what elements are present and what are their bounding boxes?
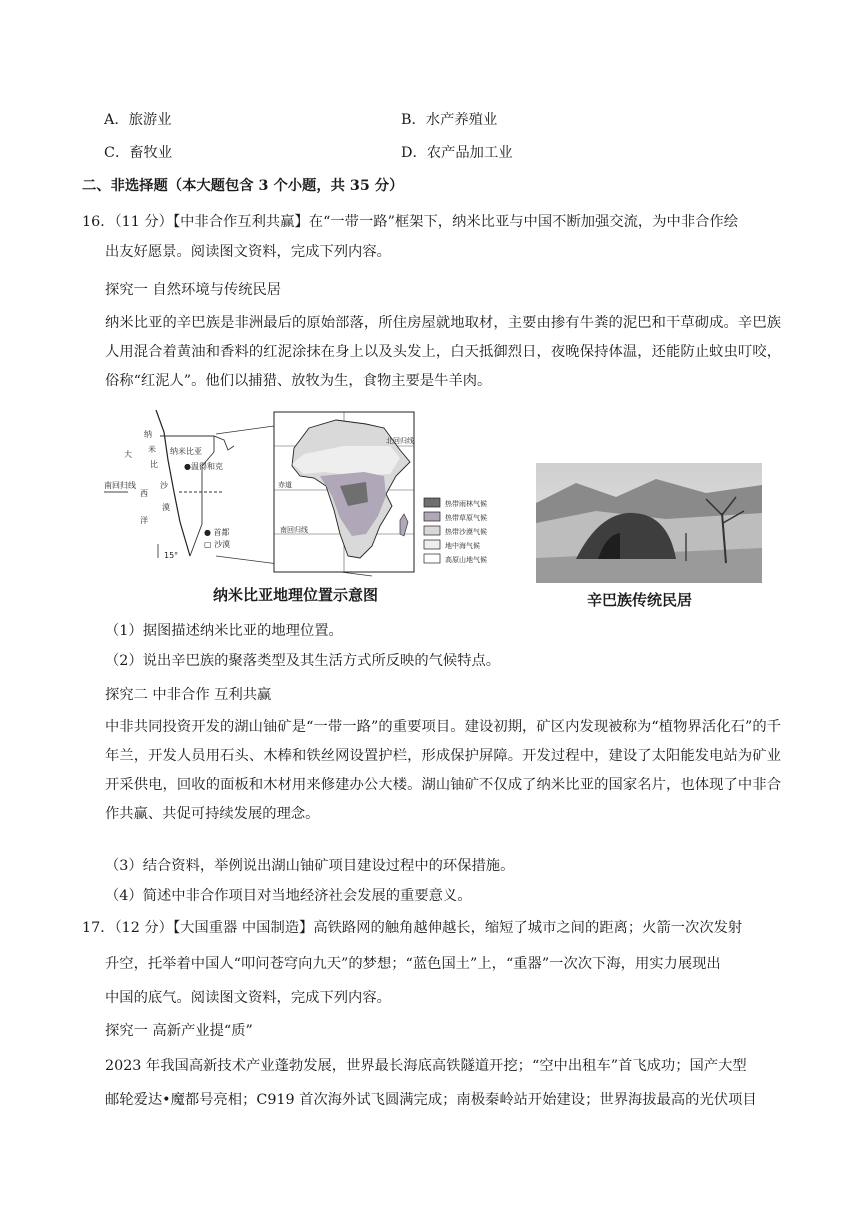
section-heading: 二、非选择题（本大题包含 3 个小题，共 35 分） xyxy=(82,178,404,194)
label-atlantic-3: 洋 xyxy=(140,516,148,525)
label-namib-1: 纳 xyxy=(144,430,152,439)
label-windhoek: ●温得和克 xyxy=(184,462,223,471)
africa-map xyxy=(274,412,414,572)
legend-label: 高原山地气候 xyxy=(445,556,487,564)
legend-swatch xyxy=(424,512,440,521)
label-tropic-right: 南回归线 xyxy=(280,526,308,534)
q17-intro-line3: 中国的底气。阅读图文资料，完成下列内容。 xyxy=(105,990,391,1006)
label-equator: 赤道 xyxy=(278,481,292,489)
q17-intro-line2: 升空，托举着中国人“叩问苍穹向九天”的梦想；“蓝色国土”上，“重器”一次次下海，用实力展现出 xyxy=(105,956,721,972)
label-namib-2: 米 xyxy=(148,445,156,454)
legend-label: 地中海气候 xyxy=(445,542,480,550)
label-tropic-left: 南回归线 xyxy=(104,481,136,490)
legend-swatch xyxy=(424,554,440,563)
q17-intro-line1: 17．（12 分）【大国重器 中国制造】高铁路网的触角越伸越长，缩短了城市之间的距离；火箭一次次发射 xyxy=(82,920,743,936)
q16-subq4: （4）简述中非合作项目对当地经济社会发展的重要意义。 xyxy=(105,888,472,904)
q17-explore1-title: 探究一 高新产业提“质” xyxy=(105,1023,253,1039)
q16-explore2-title: 探究二 中非合作 互利共赢 xyxy=(105,687,272,703)
photo-caption: 辛巴族传统民居 xyxy=(587,591,693,609)
legend-label: 热带雨林气候 xyxy=(445,500,487,508)
option-b: B．水产养殖业 xyxy=(401,112,498,128)
namibia-map xyxy=(104,406,524,611)
map-caption: 纳米比亚地理位置示意图 xyxy=(213,586,379,604)
q16-intro-line1: 16．（11 分）【中非合作互利共赢】在“一带一路”框架下，纳米比亚与中国不断加强交流，为中非合作绘 xyxy=(82,214,739,230)
label-namib-3: 比 xyxy=(150,460,158,469)
namibia-map-figure xyxy=(104,406,524,611)
q16-explore1-title: 探究一 自然环境与传统民居 xyxy=(105,282,282,298)
option-a: A．旅游业 xyxy=(104,112,172,128)
q16-subq2: （2）说出辛巴族的聚落类型及其生活方式所反映的气候特点。 xyxy=(105,653,501,669)
label-atlantic-2: 西 xyxy=(140,489,148,498)
q16-explore1-text: 纳米比亚的辛巴族是非洲最后的原始部落，所住房屋就地取材，主要由掺有牛粪的泥巴和干草砌成。辛巴族人用混合着黄油和香料的红泥涂抹在身上以及头发上，白天抵御烈日，夜晚保持体温，还能防止蚊虫叮咬，俗称“红泥人”。他们以捕猎、放牧为生，食物主要是牛羊肉。 xyxy=(105,315,781,389)
label-atlantic-1: 大 xyxy=(124,450,132,459)
label-capital: ● 首都 xyxy=(204,528,230,537)
q16-explore2-text: 中非共同投资开发的湖山铀矿是“一带一路”的重要项目。建设初期，矿区内发现被称为“植物界活化石”的千年兰，开发人员用石头、木棒和铁丝网设置护栏，形成保护屏障。开发过程中，建设了太阳能发电站为矿业开采供电，回收的面板和木材用来修建办公大楼。湖山铀矿不仅成了纳米比亚的国家名片，也体现了中非合作共赢、共促可持续发展的理念。 xyxy=(105,719,781,822)
label-lon15: 15° xyxy=(164,551,179,560)
legend-swatch xyxy=(424,526,440,535)
label-desert: ▢ 沙漠 xyxy=(204,540,231,549)
option-d: D．农产品加工业 xyxy=(401,145,513,161)
simba-dwelling-photo xyxy=(536,463,762,583)
legend-swatch xyxy=(424,540,440,549)
option-c: C．畜牧业 xyxy=(104,145,173,161)
q16-subq1: （1）据图描述纳米比亚的地理位置。 xyxy=(105,623,343,639)
label-namib-5: 漠 xyxy=(162,503,170,512)
label-tropic-cancer: 北回归线 xyxy=(386,437,414,445)
label-namibia: 纳米比亚 xyxy=(170,447,202,456)
q16-intro-line2: 出友好愿景。阅读图文资料，完成下列内容。 xyxy=(105,244,391,260)
label-namib-4: 沙 xyxy=(160,481,168,490)
legend-label: 热带沙漠气候 xyxy=(445,528,487,536)
legend-swatch xyxy=(424,498,440,507)
q17-explore1-line1: 2023 年我国高新技术产业蓬勃发展，世界最长海底高铁隧道开挖；“空中出租车”首飞成功；国产大型 xyxy=(105,1058,747,1074)
q17-explore1-line2: 邮轮爱达•魔都号亮相；C919 首次海外试飞圆满完成；南极秦岭站开始建设；世界海拔最高的光伏项目 xyxy=(105,1092,757,1108)
climate-legend xyxy=(424,498,487,564)
q16-subq3: （3）结合资料，举例说出湖山铀矿项目建设过程中的环保措施。 xyxy=(105,858,515,874)
legend-label: 热带草原气候 xyxy=(445,514,487,522)
